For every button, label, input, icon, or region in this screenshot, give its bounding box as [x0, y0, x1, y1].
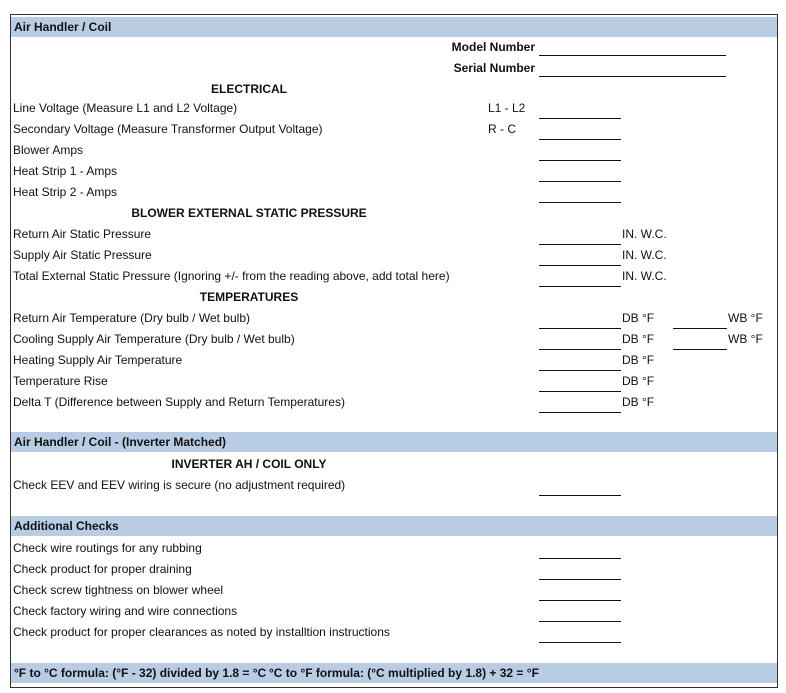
heat-strip-1-field[interactable]	[539, 181, 621, 182]
unit-label: DB °F	[622, 332, 655, 346]
total-static-field[interactable]	[539, 286, 621, 287]
unit-label: IN. W.C.	[622, 227, 667, 241]
wire-routing-field[interactable]	[539, 558, 621, 559]
row-label: Supply Air Static Pressure	[13, 248, 152, 262]
model-number-label: Model Number	[451, 40, 535, 54]
row-label: Line Voltage (Measure L1 and L2 Voltage)	[13, 101, 238, 115]
unit-label: DB °F	[622, 353, 655, 367]
serial-number-label: Serial Number	[453, 61, 535, 75]
inverter-header: INVERTER AH / COIL ONLY	[171, 457, 327, 471]
row-label: Delta T (Difference between Supply and Return Temperatures)	[13, 395, 345, 409]
supply-static-field[interactable]	[539, 265, 621, 266]
electrical-header: ELECTRICAL	[211, 82, 287, 96]
unit-label: IN. W.C.	[622, 269, 667, 283]
f-to-c-formula: °F to °C formula: (°F - 32) divided by 1.8 = °C	[14, 666, 267, 680]
eev-check-field[interactable]	[539, 495, 621, 496]
cooling-wb-field[interactable]	[673, 349, 727, 350]
row-label: Heating Supply Air Temperature	[13, 353, 183, 367]
return-db-field[interactable]	[539, 328, 621, 329]
clearances-field[interactable]	[539, 642, 621, 643]
section-header-additional-checks	[11, 516, 777, 536]
blower-amps-field[interactable]	[539, 160, 621, 161]
formula-footer	[11, 663, 777, 683]
row-label: Cooling Supply Air Temperature (Dry bulb / Wet bulb)	[13, 332, 295, 346]
unit-label: DB °F	[622, 395, 655, 409]
row-label: Blower Amps	[13, 143, 84, 157]
unit-label: DB °F	[622, 374, 655, 388]
row-label: Heat Strip 2 - Amps	[13, 185, 118, 199]
unit-label: DB °F	[622, 311, 655, 325]
return-wb-field[interactable]	[673, 328, 727, 329]
row-label: Heat Strip 1 - Amps	[13, 164, 118, 178]
model-number-field[interactable]	[539, 55, 726, 56]
temperature-rise-field[interactable]	[539, 391, 621, 392]
row-label: Check EEV and EEV wiring is secure (no adjustment required)	[13, 478, 346, 492]
unit-label: WB °F	[728, 332, 763, 346]
section-header-air-handler	[11, 17, 777, 37]
static-pressure-header: BLOWER EXTERNAL STATIC PRESSURE	[131, 206, 367, 220]
serial-number-field[interactable]	[539, 76, 726, 77]
section-title: Air Handler / Coil - (Inverter Matched)	[14, 435, 227, 449]
heat-strip-2-field[interactable]	[539, 202, 621, 203]
section-header-inverter	[11, 432, 777, 452]
row-label: Check product for proper draining	[13, 562, 192, 576]
inspection-form	[10, 14, 778, 688]
row-label: Return Air Temperature (Dry bulb / Wet bulb)	[13, 311, 250, 325]
row-label: Check screw tightness on blower wheel	[13, 583, 224, 597]
row-label: Check factory wiring and wire connections	[13, 604, 238, 618]
secondary-voltage-field[interactable]	[539, 139, 621, 140]
delta-t-field[interactable]	[539, 412, 621, 413]
screw-tightness-field[interactable]	[539, 600, 621, 601]
unit-label: IN. W.C.	[622, 248, 667, 262]
unit-label: WB °F	[728, 311, 763, 325]
row-code: R - C	[488, 122, 516, 136]
row-label: Temperature Rise	[13, 374, 108, 388]
temperatures-header: TEMPERATURES	[199, 290, 299, 304]
row-code: L1 - L2	[488, 101, 526, 115]
factory-wiring-field[interactable]	[539, 621, 621, 622]
heating-supply-field[interactable]	[539, 370, 621, 371]
row-label: Total External Static Pressure (Ignoring +/- from the reading above, add total here)	[13, 269, 450, 283]
section-title: Air Handler / Coil	[14, 20, 112, 34]
row-label: Check wire routings for any rubbing	[13, 541, 202, 555]
line-voltage-field[interactable]	[539, 118, 621, 119]
row-label: Return Air Static Pressure	[13, 227, 152, 241]
c-to-f-formula: °C to °F formula: (°C multiplied by 1.8) + 32 = °F	[269, 666, 539, 680]
section-title: Additional Checks	[14, 519, 119, 533]
row-label: Secondary Voltage (Measure Transformer Output Voltage)	[13, 122, 323, 136]
return-static-field[interactable]	[539, 244, 621, 245]
row-label: Check product for proper clearances as noted by installtion instructions	[13, 625, 390, 639]
draining-field[interactable]	[539, 579, 621, 580]
cooling-db-field[interactable]	[539, 349, 621, 350]
